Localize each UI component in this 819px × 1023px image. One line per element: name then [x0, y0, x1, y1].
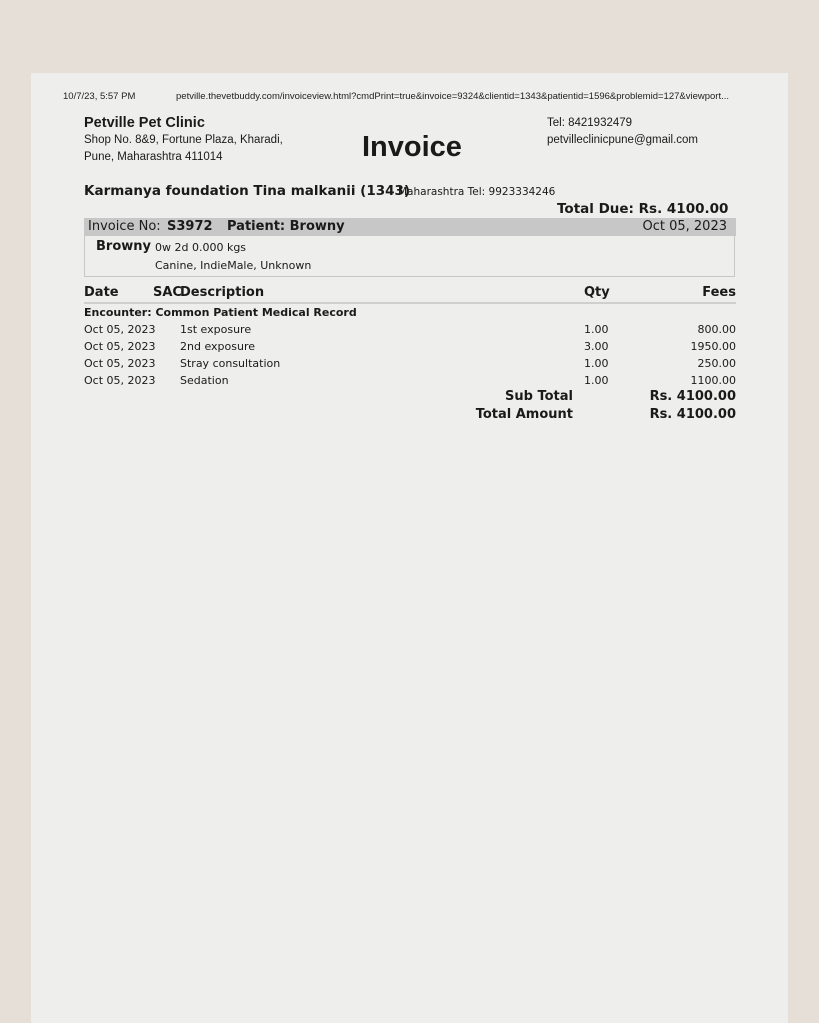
row-fees: 1100.00	[690, 374, 736, 387]
col-header-qty: Qty	[584, 285, 610, 300]
row-description: Sedation	[180, 374, 229, 387]
row-date: Oct 05, 2023	[84, 323, 156, 336]
row-date: Oct 05, 2023	[84, 374, 156, 387]
print-url: petville.thevetbuddy.com/invoiceview.html?cmdPrint=true&invoice=9324&clientid=1343&patientid=1596&problemid=127&viewport...	[176, 91, 730, 102]
patient-box	[84, 236, 735, 277]
row-date: Oct 05, 2023	[84, 357, 156, 370]
clinic-email: petvilleclinicpune@gmail.com	[547, 134, 699, 146]
row-fees: 250.00	[697, 357, 736, 370]
pet-details: Canine, IndieMale, Unknown	[155, 259, 312, 272]
col-header-description: Description	[180, 285, 265, 300]
print-datetime: 10/7/23, 5:57 PM	[63, 91, 136, 102]
row-qty: 1.00	[584, 357, 609, 370]
header-divider	[84, 302, 736, 304]
invoice-no-label: Invoice No:	[88, 219, 161, 234]
row-description: Stray consultation	[180, 357, 281, 370]
invoice-page	[31, 73, 788, 1023]
pet-name: Browny	[96, 239, 151, 254]
clinic-tel: Tel: 8421932479	[547, 117, 633, 129]
row-date: Oct 05, 2023	[84, 340, 156, 353]
clinic-address-line2: Pune, Maharashtra 411014	[84, 151, 223, 163]
total-amount-value: Rs. 4100.00	[649, 407, 736, 422]
invoice-patient: Patient: Browny	[227, 219, 345, 234]
sub-total-value: Rs. 4100.00	[649, 389, 736, 404]
row-qty: 1.00	[584, 374, 609, 387]
pet-age-weight: 0w 2d 0.000 kgs	[155, 241, 247, 254]
invoice-date: Oct 05, 2023	[642, 219, 727, 234]
row-fees: 1950.00	[690, 340, 736, 353]
client-name: Karmanya foundation Tina malkanii (1343)	[84, 183, 411, 199]
row-description: 1st exposure	[180, 323, 252, 336]
total-due: Total Due: Rs. 4100.00	[557, 201, 729, 217]
clinic-address-line1: Shop No. 8&9, Fortune Plaza, Kharadi,	[84, 134, 283, 146]
page-title: Invoice	[362, 131, 462, 163]
row-qty: 1.00	[584, 323, 609, 336]
col-header-date: Date	[84, 285, 119, 300]
invoice-bar	[84, 218, 736, 236]
row-qty: 3.00	[584, 340, 609, 353]
encounter-label: Encounter: Common Patient Medical Record	[84, 306, 357, 319]
invoice-no: S3972	[167, 219, 213, 234]
sub-total-label: Sub Total	[505, 389, 573, 404]
total-amount-label: Total Amount	[475, 407, 573, 422]
clinic-name: Petville Pet Clinic	[84, 115, 205, 131]
col-header-sac: SAC	[153, 285, 182, 300]
row-description: 2nd exposure	[180, 340, 255, 353]
col-header-fees: Fees	[702, 285, 736, 300]
row-fees: 800.00	[697, 323, 736, 336]
client-state-tel: Maharashtra Tel: 9923334246	[398, 186, 556, 198]
